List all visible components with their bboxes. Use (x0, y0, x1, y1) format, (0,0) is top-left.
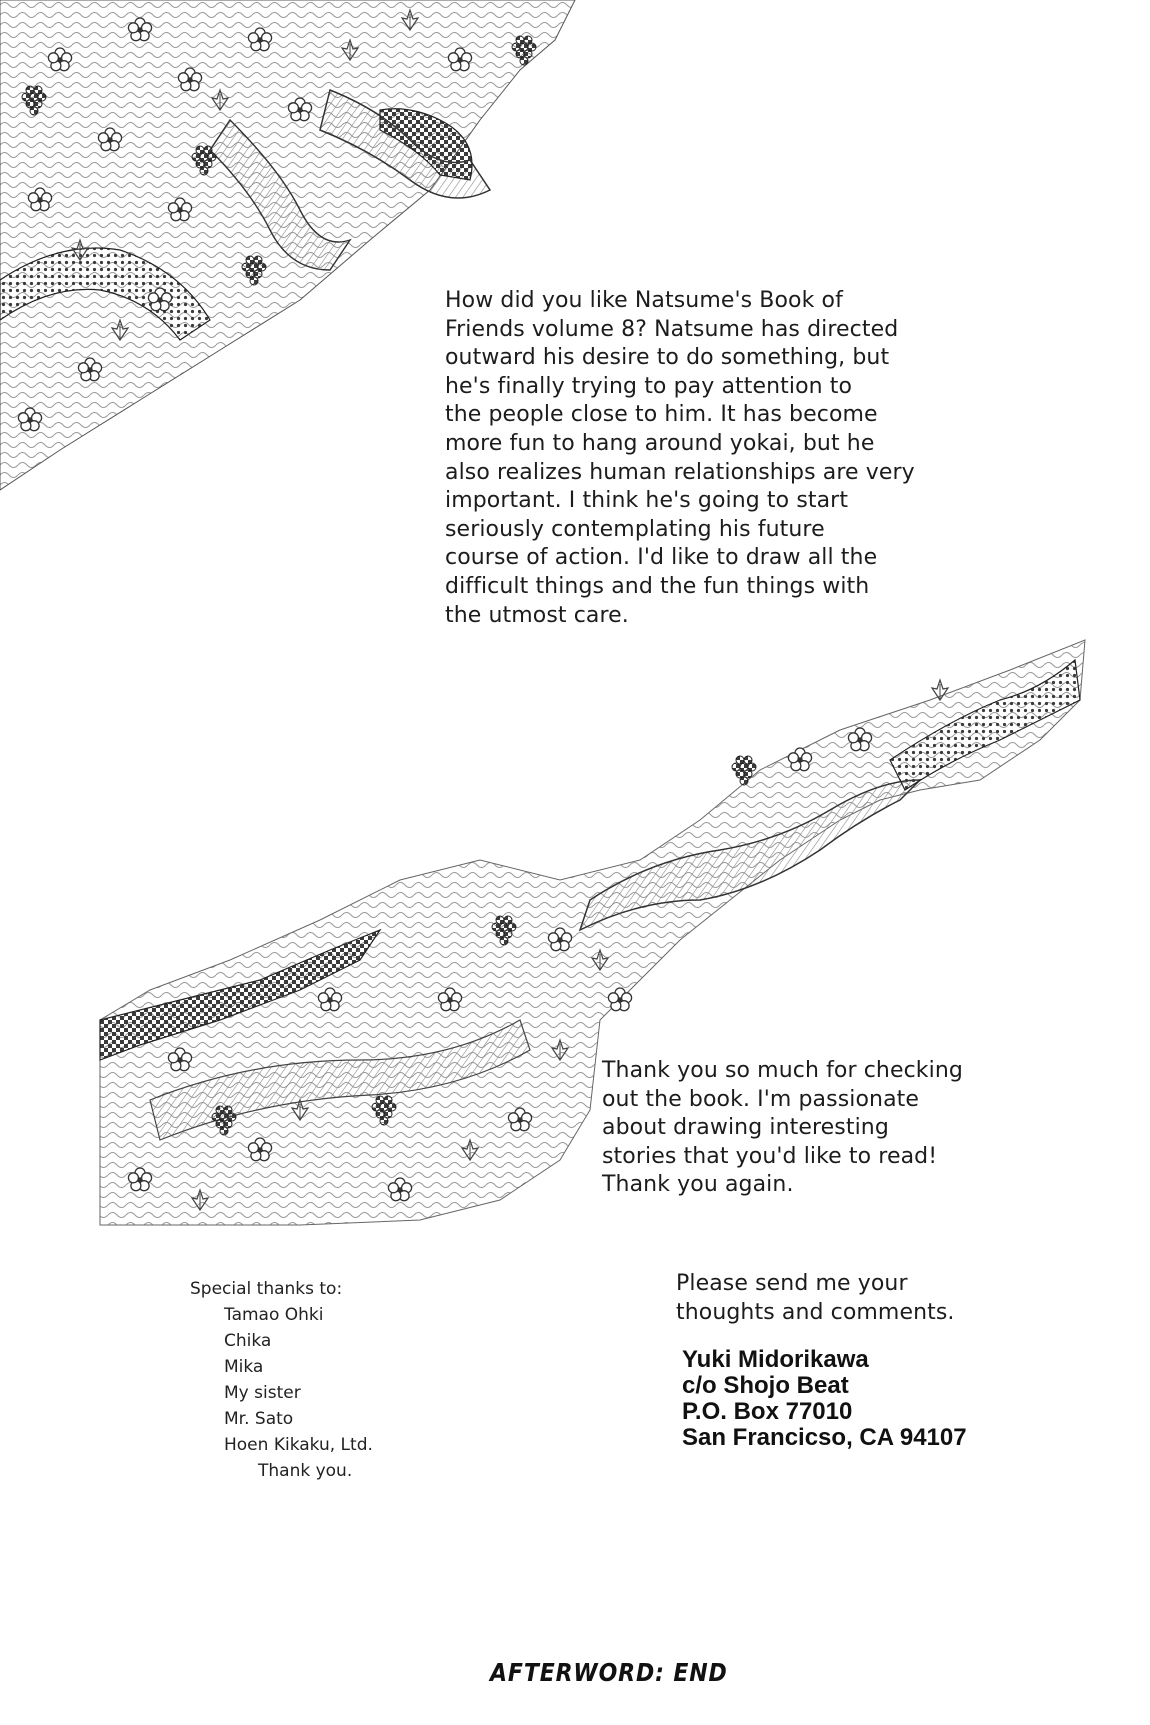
paragraph-line: Please send me your (676, 1271, 908, 1296)
address-line: Yuki Midorikawa (682, 1346, 869, 1373)
paragraph-line: Thank you again. (602, 1172, 794, 1198)
thanks-name: Hoen Kikaku, Ltd. (224, 1435, 373, 1455)
paragraph-line: important. I think he's going to start (445, 488, 849, 514)
paragraph-line: thoughts and comments. (676, 1299, 955, 1325)
paragraph-line: stories that you'd like to read! (602, 1143, 938, 1169)
paragraph-line: more fun to hang around yokai, but he (445, 430, 875, 456)
mailing-address (682, 1347, 967, 1451)
paragraph-line: also realizes human relationships are very (445, 459, 915, 485)
paragraph-line: course of action. I'd like to draw all the (445, 545, 878, 571)
afterword-paragraph-2 (602, 1057, 982, 1200)
thanks-name: My sister (224, 1383, 301, 1403)
paragraph-line: out the book. I'm passionate (602, 1086, 920, 1112)
afterword-paragraph-1 (445, 287, 945, 630)
paragraph-line: Friends volume 8? Natsume has directed (445, 316, 899, 342)
paragraph-line: about drawing interesting (602, 1115, 889, 1141)
thanks-name: Mika (224, 1357, 264, 1377)
thanks-name: Chika (224, 1331, 272, 1351)
paragraph-line: he's finally trying to pay attention to (445, 373, 853, 399)
special-thanks (190, 1276, 373, 1484)
paragraph-line: Thank you so much for checking (602, 1058, 963, 1083)
paragraph-line: outward his desire to do something, but (445, 345, 890, 371)
paragraph-line: the people close to him. It has become (445, 402, 878, 428)
thanks-name: Mr. Sato (224, 1409, 294, 1429)
special-thanks-heading: Special thanks to: (190, 1279, 343, 1299)
paragraph-line: the utmost care. (445, 602, 629, 628)
afterword-end-title: AFTERWORD: END (490, 1658, 728, 1687)
special-thanks-closing: Thank you. (258, 1461, 353, 1481)
afterword-paragraph-3 (676, 1270, 1006, 1327)
paragraph-line: seriously contemplating his future (445, 516, 825, 542)
paragraph-line: How did you like Natsume's Book of (445, 288, 843, 313)
address-line: c/o Shojo Beat (682, 1372, 849, 1399)
address-line: San Francicso, CA 94107 (682, 1424, 967, 1451)
paragraph-line: difficult things and the fun things with (445, 573, 870, 599)
address-line: P.O. Box 77010 (682, 1398, 853, 1425)
thanks-name: Tamao Ohki (224, 1305, 324, 1325)
special-thanks-names (190, 1302, 373, 1458)
